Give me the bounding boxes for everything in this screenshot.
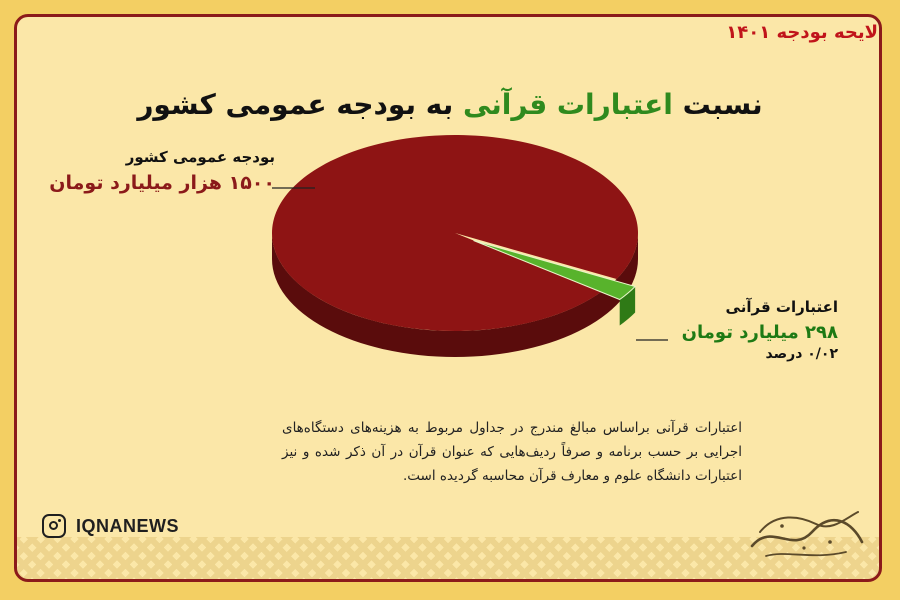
general-budget-value: ۱۵۰۰ هزار میلیارد تومان [49, 172, 275, 194]
label-quran-credits [682, 298, 838, 362]
title-part-1: نسبت [682, 88, 763, 121]
quran-credits-name: اعتبارات قرآنی [725, 298, 838, 316]
label-general-budget [49, 148, 275, 194]
title-highlight: اعتبارات قرآنی [462, 88, 673, 121]
budget-bill-tag: لایحه بودجه ۱۴۰۱ [726, 22, 878, 43]
general-budget-name: بودجه عمومی کشور [125, 148, 275, 166]
quran-credits-percent: ۰/۰۲ درصد [765, 346, 838, 362]
pie-slice-general-budget [272, 135, 638, 331]
instagram-handle-text: IQNANEWS [76, 515, 179, 536]
instagram-icon [42, 514, 66, 538]
description-text: اعتبارات قرآنی براساس مبالغ مندرج در جداول مربوط به هزینه‌های دستگاه‌های اجرایی بر حسب برنامه و صرفاً ردیف‌هایی که عنوان قرآن در آن ذکر شده و نیز اعتبارات دانشگاه علوم و معارف قرآن محاسبه گردیده است. [282, 420, 742, 484]
title-part-2: به بودجه عمومی کشور [137, 88, 454, 121]
quran-credits-value: ۲۹۸ میلیارد تومان [681, 322, 838, 343]
iqna-calligraphy-logo [742, 502, 870, 564]
instagram-handle[interactable] [42, 514, 179, 538]
